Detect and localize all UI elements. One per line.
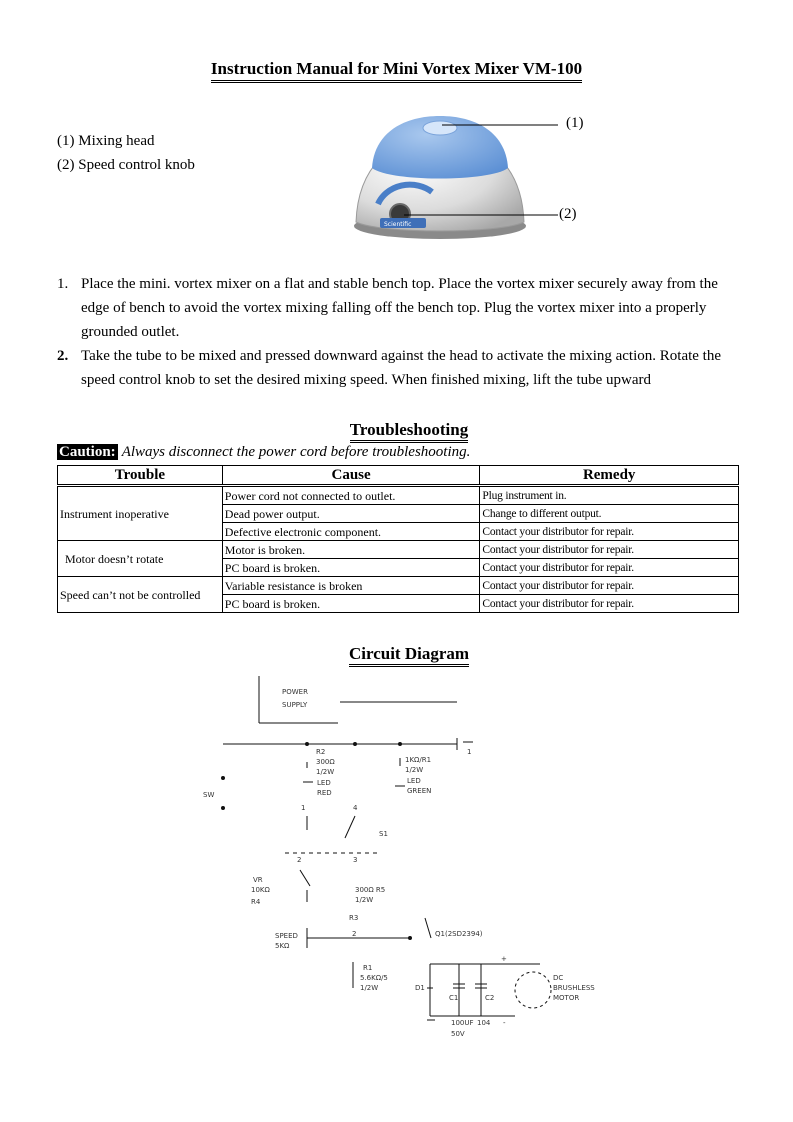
document-title: Instruction Manual for Mini Vortex Mixer VM-100 <box>0 59 793 83</box>
label-led-red-color: RED <box>317 789 332 797</box>
label-node-2b: 2 <box>352 930 357 938</box>
label-r2-val: 300Ω <box>316 758 335 766</box>
troubleshooting-title: Troubleshooting <box>0 420 793 443</box>
caution-label: Caution: <box>59 444 116 460</box>
trouble-cell: Speed can’t not be controlled <box>58 577 223 613</box>
label-node-1b: 1 <box>301 804 306 812</box>
junction <box>409 937 412 940</box>
label-motor: DC <box>553 974 564 982</box>
label-r-top: 1KΩ/R1 <box>405 756 432 764</box>
label-r3: R3 <box>349 914 359 922</box>
label-cap-v: 50V <box>451 1030 465 1038</box>
trouble-cell: Motor doesn’t rotate <box>58 541 223 577</box>
label-c2: C2 <box>485 994 495 1002</box>
remedy-cell: Contact your distributor for repair. <box>480 559 739 577</box>
cause-cell: Motor is broken. <box>222 541 480 559</box>
label-led-red: LED <box>317 779 331 787</box>
label-r5-w: 1/2W <box>355 896 374 904</box>
label-q1: Q1(2SD2394) <box>435 930 483 938</box>
step-2: 2. Take the tube to be mixed and pressed downward against the head to activate the mixing action. Rotate the speed control knob to set the desired mixing speed. When finished mixing, lift the tube upward <box>57 348 721 388</box>
label-motor2: BRUSHLESS <box>553 984 595 992</box>
label-r-top-w: 1/2W <box>405 766 424 774</box>
remedy-cell: Plug instrument in. <box>480 486 739 505</box>
label-c1: C1 <box>449 994 459 1002</box>
s1-lead <box>345 816 355 838</box>
label-node-4: 4 <box>353 804 358 812</box>
header-cause: Cause <box>222 466 480 486</box>
label-sw: SW <box>203 791 215 799</box>
table-row <box>58 486 739 505</box>
vr-arrow <box>300 870 310 886</box>
label-speed: SPEED <box>275 932 298 940</box>
table-row <box>58 541 739 559</box>
remedy-cell: Contact your distributor for repair. <box>480 577 739 595</box>
label-r2: R2 <box>316 748 326 756</box>
label-node-2: 2 <box>297 856 302 864</box>
head-cup <box>423 121 457 135</box>
brand-label: Scientific <box>384 221 412 228</box>
cause-cell: Dead power output. <box>222 505 480 523</box>
label-r5: 300Ω R5 <box>355 886 386 894</box>
switch-contact <box>222 777 225 780</box>
motor-symbol <box>515 972 551 1008</box>
label-r4: R4 <box>251 898 261 906</box>
circuit-diagram <box>195 670 615 1045</box>
label-node-1: 1 <box>467 748 472 756</box>
cause-cell: Variable resistance is broken <box>222 577 480 595</box>
instruction-steps <box>57 272 747 392</box>
table-row <box>58 577 739 595</box>
label-cap2: 104 <box>477 1019 491 1027</box>
switch-contact <box>222 807 225 810</box>
cause-cell: Power cord not connected to outlet. <box>222 486 480 505</box>
label-vr: VR <box>253 876 263 884</box>
remedy-cell: Contact your distributor for repair. <box>480 523 739 541</box>
label-node-3: 3 <box>353 856 358 864</box>
troubleshooting-table <box>57 465 739 613</box>
junction <box>306 743 309 746</box>
label-power: POWER <box>282 688 308 696</box>
junction <box>399 743 402 746</box>
cause-cell: Defective electronic component. <box>222 523 480 541</box>
step-1: 1. Place the mini. vortex mixer on a flat and stable bench top. Place the vortex mixer securely away from the edge of bench to avoid the vortex mixing falling off the bench top. Plug the vortex mixer into a properly grounded outlet. <box>57 276 718 340</box>
label-r-bottom-val: 5.6KΩ/5 <box>360 974 388 982</box>
callout-knob: (2) <box>559 206 577 222</box>
header-remedy: Remedy <box>480 466 739 486</box>
circuit-diagram-title: Circuit Diagram <box>0 644 793 667</box>
remedy-cell: Change to different output. <box>480 505 739 523</box>
label-minus: - <box>503 1019 506 1027</box>
label-r-bottom-w: 1/2W <box>360 984 379 992</box>
label-led-green-color: GREEN <box>407 787 432 795</box>
header-trouble: Trouble <box>58 466 223 486</box>
cause-cell: PC board is broken. <box>222 595 480 613</box>
junction <box>354 743 357 746</box>
table-header-row <box>58 466 739 486</box>
label-s1: S1 <box>379 830 388 838</box>
label-cap: 100UF <box>451 1019 474 1027</box>
cause-cell: PC board is broken. <box>222 559 480 577</box>
label-speed-val: 5KΩ <box>275 942 290 950</box>
label-led-green: LED <box>407 777 421 785</box>
label-d1: D1 <box>415 984 425 992</box>
caution-note <box>57 443 470 462</box>
q1-symbol <box>425 918 431 938</box>
label-r-bottom: R1 <box>363 964 373 972</box>
trouble-cell: Instrument inoperative <box>58 486 223 541</box>
label-vr-val: 10KΩ <box>251 886 270 894</box>
label-motor3: MOTOR <box>553 994 580 1002</box>
caution-text: Always disconnect the power cord before troubleshooting. <box>121 444 471 460</box>
legend-item-mixing-head: (1) Mixing head <box>57 133 155 149</box>
remedy-cell: Contact your distributor for repair. <box>480 595 739 613</box>
legend-item-speed-knob: (2) Speed control knob <box>57 157 195 173</box>
label-r2-w: 1/2W <box>316 768 335 776</box>
label-supply: SUPPLY <box>282 701 308 709</box>
label-plus: + <box>501 955 507 963</box>
callout-head: (1) <box>566 115 584 131</box>
remedy-cell: Contact your distributor for repair. <box>480 541 739 559</box>
